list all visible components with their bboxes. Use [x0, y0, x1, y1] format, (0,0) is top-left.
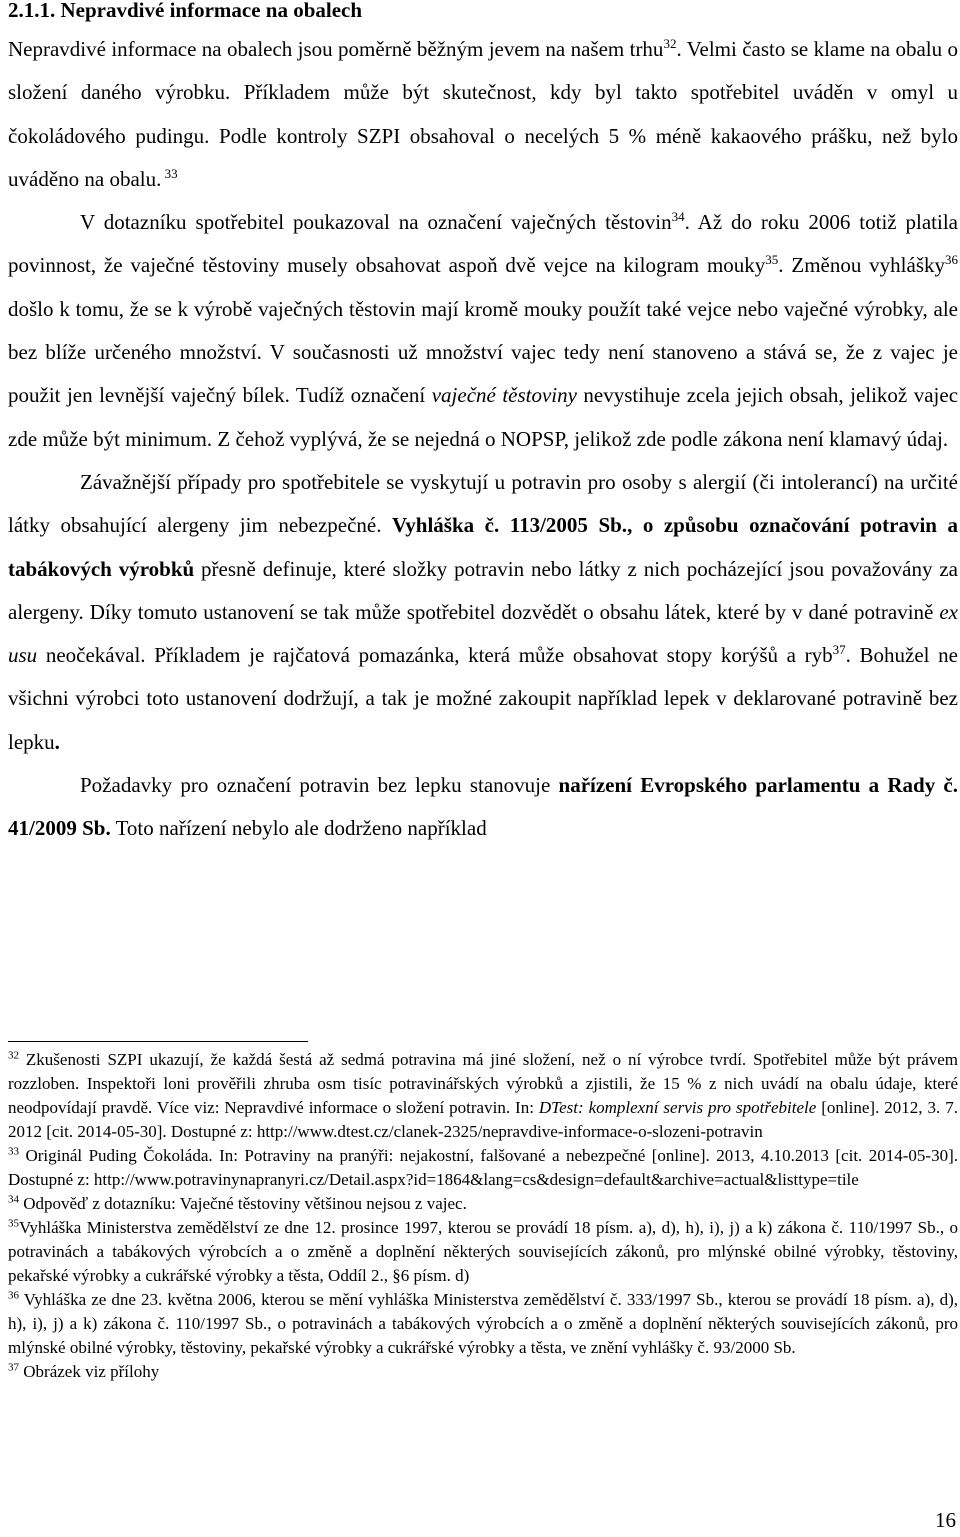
footnote-33: $^{33}$ Originál Puding Čokoláda. In: Potraviny na pranýři: nejakostní, falšované a nebezpečné [online]. 2013, 4.10.2013 [cit. 2014-05-30]. Dostupné z: http://www.potravinynapranyri.cz/Detail.aspx?id=1864&lang=cs&design=default&archive=actual&listtype=tile	[8, 1145, 958, 1189]
footnote-35: $^{35}$Vyhláška Ministerstva zemědělství ze dne 12. prosince 1997, kterou se provádí 18 písm. a), d), h), i), j) a k) zákona č. 110/1997 Sb., o potravinách a tabákových výrobcích a o změně a doplnění některých souvisejících zákonů, pro mlýnské obilné výrobky, těstoviny, pekařské výrobky a cukrářské výrobky a těsta, Oddíl 2., §6 písm. d)	[8, 1217, 958, 1285]
section-heading: 2.1.1. Nepravdivé informace na obalech	[8, 0, 363, 22]
bold-regulation: nařízení Evropského parlamentu a Rady č. 41/2009 Sb.	[8, 773, 958, 841]
paragraph-3: Závažnější případy pro spotřebitele se vyskytují u potravin pro osoby s alergií (či intolerancí) na určité látky obsahující alergeny jim nebezpečné. Vyhláška č. 113/2005 Sb., o způsobu označování potravin a tabákových výrobků přesně definuje, které složky potravin nebo látky z nich pocházející jsou považovány za alergeny. Díky tomuto ustanovení se tak může spotřebitel dozvědět o obsahu látek, které by v dané potravině ex usu neočekával. Příkladem je rajčatová pomazánka, která může obsahovat stopy korýšů a ryb$^{37}$. Bohužel ne všichni výrobci toto ustanovení dodržují, a tak je možné zakoupit například lepek v deklarované potravině bez lepku.	[8, 469, 958, 754]
page-number: 16	[935, 1508, 956, 1532]
footnote-ref-36[interactable]: 36	[945, 252, 959, 268]
footnotes	[8, 1048, 958, 1384]
bold-regulation-title: , o způsobu označování potravin a tabákových výrobků	[8, 513, 958, 581]
footnote-32: $^{32}$ Zkušenosti SZPI ukazují, že každá šestá až sedmá potravina má jiné složení, než o ní výrobce tvrdí. Spotřebitel může být právem rozzloben. Inspektoři loni prověřili zhruba osm tisíc potravinářských výrobků a zjistili, že 15 % z nich uvádí na obalu údaje, které neodpovídají pravdě. Více viz: Nepravdivé informace o složení potravin. In: DTest: komplexní servis pro spotřebitele [online]. 2012, 3. 7. 2012 [cit. 2014-05-30]. Dostupné z: http://www.dtest.cz/clanek-2325/nepravdive-informace-o-slozeni-potravin	[8, 1049, 958, 1141]
footnote-ref-37[interactable]: 37	[832, 642, 846, 658]
footnote-36: $^{36}$ Vyhláška ze dne 23. května 2006, kterou se mění vyhláška Ministerstva zemědělství č. 333/1997 Sb., kterou se provádí 18 písm. a), d), h), i), j) a k) zákona č. 110/1997 Sb., o potravinách a tabákových výrobcích a o změně a doplnění některých souvisejících zákonů, pro mlýnské obilné výrobky, těstoviny, pekařské výrobky a cukrářské výrobky a těsta, ve znění vyhlášky č. 93/2000 Sb.	[8, 1289, 958, 1357]
italic-term: vaječné těstoviny	[431, 383, 577, 408]
body-text	[8, 28, 958, 851]
footnote-34: $^{34}$ Odpověď z dotazníku: Vaječné těstoviny většinou nejsou z vajec.	[8, 1193, 467, 1213]
footnote-ref-35[interactable]: 35	[765, 252, 779, 268]
footnote-ref-34[interactable]: 34	[671, 209, 685, 225]
footnote-37: $^{37}$ Obrázek viz přílohy	[8, 1361, 160, 1381]
footnote-ref-32[interactable]: 32	[663, 36, 677, 51]
paragraph-4: Požadavky pro označení potravin bez lepku stanovuje nařízení Evropského parlamentu a Rady č. 41/2009 Sb. Toto nařízení nebylo ale dodrženo například	[8, 773, 958, 841]
footnote-ref-33[interactable]: 33	[161, 165, 178, 181]
paragraph-1: Nepravdivé informace na obalech jsou poměrně běžným jevem na našem trhu$^{32}$. Velmi často se klame na obalu o složení daného výrobku. Příkladem může být skutečnost, kdy byl takto spotřebitel uváděn v omyl u čokoládového pudingu. Podle kontroly SZPI obsahoval o necelých 5 % méně kakaového prášku, než bylo uváděno na obalu. $^{33}$	[8, 36, 958, 191]
paragraph-2: V dotazníku spotřebitel poukazoval na označení vaječných těstovin$^{34}$. Až do roku 2006 totiž platila povinnost, že vaječné těstoviny musely obsahovat aspoň dvě vejce na kilogram mouky$^{35}$. Změnou vyhlášky$^{36}$ došlo k tomu, že se k výrobě vaječných těstovin mají kromě mouky použít také vejce nebo vaječné výrobky, ale bez blíže určeného množství. V současnosti už množství vajec tedy není stanoveno a stává se, že z vajec je použit jen levnější vaječný bílek. Tudíž označení vaječné těstoviny nevystihuje zcela jejich obsah, jelikož vajec zde může být minimum. Z čehož vyplývá, že se nejedná o NOPSP, jelikož zde podle zákona není klamavý údaj.	[8, 209, 959, 451]
italic-term: ex usu	[8, 599, 958, 668]
bold-regulation: Vyhláška č. 113/2005 Sb.	[392, 513, 628, 538]
footnote-separator	[8, 1041, 308, 1042]
